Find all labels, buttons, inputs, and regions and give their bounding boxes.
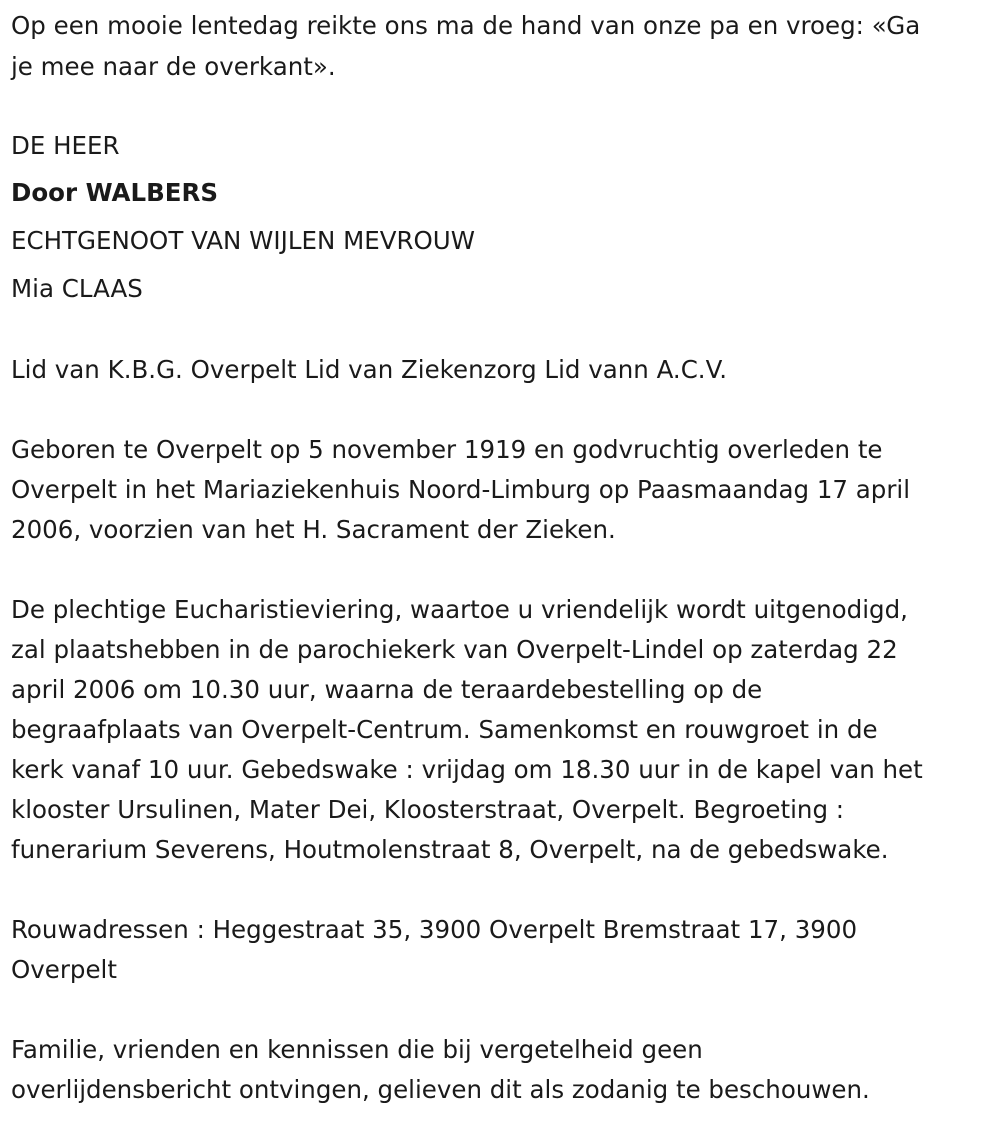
ceremony-line-6: klooster Ursulinen, Mater Dei, Kloosterstraat, Overpelt. Begroeting : <box>11 795 845 824</box>
closing-line-2: overlijdensbericht ontvingen, gelieven dit als zodanig te beschouwen. <box>11 1075 870 1104</box>
person-relation: ECHTGENOOT VAN WIJLEN MEVROUW <box>11 226 475 255</box>
ceremony-line-3: april 2006 om 10.30 uur, waarna de teraardebestelling op de <box>11 675 763 704</box>
ceremony-line-7: funerarium Severens, Houtmolenstraat 8, Overpelt, na de gebedswake. <box>11 835 889 864</box>
closing-line-1: Familie, vrienden en kennissen die bij vergetelheid geen <box>11 1035 703 1064</box>
addresses-line-2: Overpelt <box>11 955 117 984</box>
addresses-line-1: Rouwadressen : Heggestraat 35, 3900 Overpelt Bremstraat 17, 3900 <box>11 915 858 944</box>
memberships-text: Lid van K.B.G. Overpelt Lid van Ziekenzorg Lid vann A.C.V. <box>11 355 727 384</box>
person-name: Door WALBERS <box>11 178 219 207</box>
intro-line-2: je mee naar de overkant». <box>11 52 336 81</box>
person-title: DE HEER <box>11 131 120 160</box>
ceremony-line-5: kerk vanaf 10 uur. Gebedswake : vrijdag om 18.30 uur in de kapel van het <box>11 755 923 784</box>
birth-death-line-3: 2006, voorzien van het H. Sacrament der Zieken. <box>11 515 616 544</box>
ceremony-line-2: zal plaatshebben in de parochiekerk van Overpelt-Lindel op zaterdag 22 <box>11 635 898 664</box>
spouse-name: Mia CLAAS <box>11 274 143 303</box>
birth-death-line-1: Geboren te Overpelt op 5 november 1919 en godvruchtig overleden te <box>11 435 883 464</box>
ceremony-line-1: De plechtige Eucharistieviering, waartoe u vriendelijk wordt uitgenodigd, <box>11 595 908 624</box>
birth-death-line-2: Overpelt in het Mariaziekenhuis Noord-Limburg op Paasmaandag 17 april <box>11 475 911 504</box>
ceremony-line-4: begraafplaats van Overpelt-Centrum. Samenkomst en rouwgroet in de <box>11 715 878 744</box>
intro-line-1: Op een mooie lentedag reikte ons ma de hand van onze pa en vroeg: «Ga <box>11 11 921 40</box>
